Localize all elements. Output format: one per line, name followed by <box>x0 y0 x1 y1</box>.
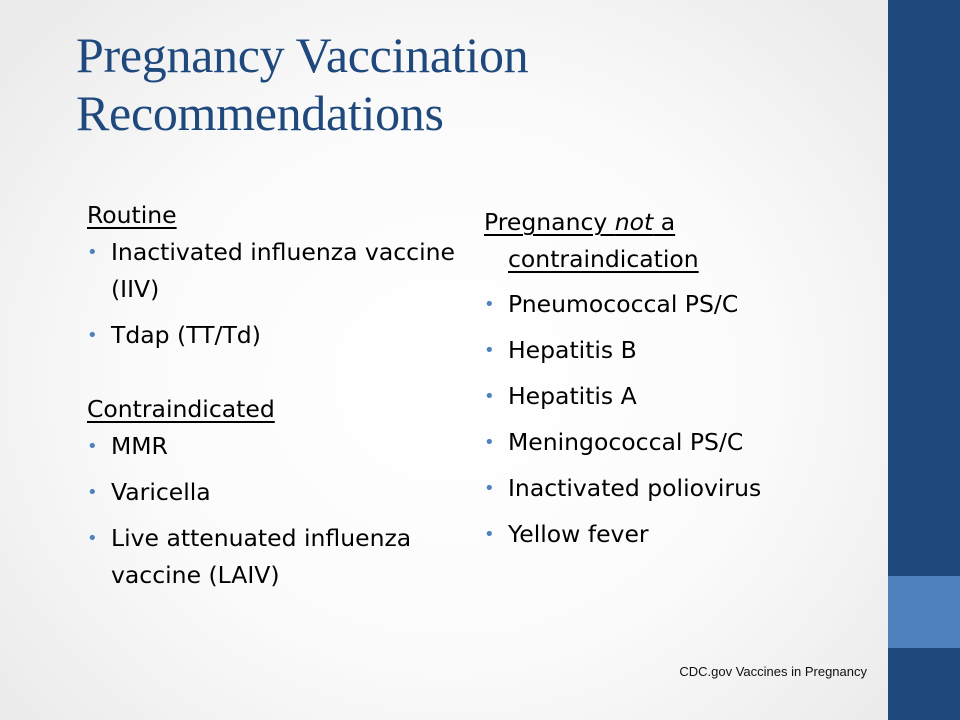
list-item-text: Inactivated influenza vaccine (IIV) <box>111 238 455 303</box>
side-accent-block <box>888 576 960 648</box>
bullet-icon: • <box>484 386 495 407</box>
list-item <box>484 516 864 553</box>
routine-heading: Routine <box>87 201 177 229</box>
list-item <box>87 474 467 511</box>
list-item <box>484 470 864 507</box>
bullet-icon: • <box>87 325 98 346</box>
title-line-2: Recommendations <box>76 85 444 141</box>
list-item-text: Meningococcal PS/C <box>508 428 744 456</box>
list-item <box>484 332 864 369</box>
list-item <box>484 424 864 461</box>
right-column <box>484 204 864 562</box>
list-item <box>484 286 864 323</box>
list-item-text: Pneumococcal PS/C <box>508 290 739 318</box>
bullet-icon: • <box>484 340 495 361</box>
title-line-1: Pregnancy Vaccination <box>76 27 529 83</box>
list-item-text: Yellow fever <box>508 520 649 548</box>
heading-text-post: a contraindication <box>508 208 699 273</box>
list-item-text: Tdap (TT/Td) <box>111 321 261 349</box>
list-item-text: Hepatitis B <box>508 336 637 364</box>
list-item-text: MMR <box>111 432 168 460</box>
list-item <box>484 378 864 415</box>
slide-title <box>76 26 836 142</box>
contraindicated-list <box>87 428 467 594</box>
bullet-icon: • <box>87 436 98 457</box>
bullet-icon: • <box>484 294 495 315</box>
bullet-icon: • <box>484 432 495 453</box>
routine-list <box>87 234 467 354</box>
bullet-icon: • <box>87 242 98 263</box>
list-item <box>87 520 467 594</box>
contraindicated-heading: Contraindicated <box>87 395 275 423</box>
left-column <box>87 197 467 603</box>
list-item <box>87 234 467 308</box>
list-item-text: Inactivated poliovirus <box>508 474 762 502</box>
bullet-icon: • <box>484 524 495 545</box>
list-item-text: Varicella <box>111 478 211 506</box>
bullet-icon: • <box>484 478 495 499</box>
list-item <box>87 317 467 354</box>
heading-text-pre: Pregnancy <box>484 208 615 236</box>
bullet-icon: • <box>87 528 98 549</box>
source-citation: CDC.gov Vaccines in Pregnancy <box>679 664 867 679</box>
not-contraindicated-list <box>484 286 864 553</box>
list-item-text: Hepatitis A <box>508 382 637 410</box>
bullet-icon: • <box>87 482 98 503</box>
not-contraindicated-heading <box>484 204 864 278</box>
list-item-text: Live attenuated influenza vaccine (LAIV) <box>111 524 412 589</box>
list-item <box>87 428 467 465</box>
heading-text-emphasis: not <box>614 208 654 236</box>
